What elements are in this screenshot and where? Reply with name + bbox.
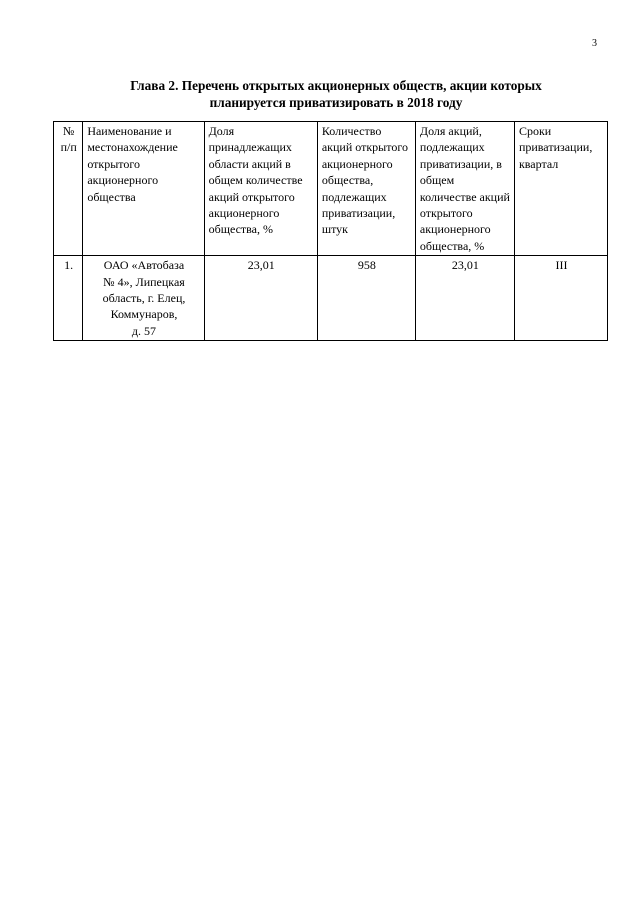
privatization-table: [53, 121, 608, 341]
company-name-line: область, г. Елец,: [102, 291, 186, 306]
header-shares-quantity: Количество акций открытого акционерного общества, подлежащих приватизации, штук: [317, 122, 415, 256]
region-share-cell: 23,01: [204, 256, 317, 341]
table-header-row: [54, 122, 608, 256]
chapter-title-line-1: Глава 2. Перечень открытых акционерных обществ, акции которых: [130, 78, 542, 93]
company-name-line: д. 57: [131, 323, 157, 338]
company-name-line: № 4», Липецкая: [103, 274, 185, 289]
company-name-cell: [83, 256, 204, 341]
header-region-share: Доля принадлежащих области акций в общем количестве акций открытого акционерного общества, %: [204, 122, 317, 256]
company-name-line: ОАО «Автобаза: [103, 258, 185, 273]
header-company-name: Наименование и местонахождение открытого акционерного общества: [83, 122, 204, 256]
page-number: 3: [592, 38, 597, 49]
shares-quantity-cell: 958: [317, 256, 415, 341]
privatization-term-cell: III: [514, 256, 607, 341]
header-privatized-share: Доля акций, подлежащих приватизации, в общем количестве акций открытого акционерного общества, %: [415, 122, 514, 256]
table-row: [54, 256, 608, 341]
chapter-title: [60, 77, 612, 111]
header-number: № п/п: [54, 122, 83, 256]
company-name-line: Коммунаров,: [110, 307, 178, 322]
chapter-title-line-2: планируется приватизировать в 2018 году: [209, 95, 463, 110]
privatized-share-cell: 23,01: [415, 256, 514, 341]
header-privatization-term: Сроки приватизации, квартал: [514, 122, 607, 256]
row-number: 1.: [54, 256, 83, 341]
